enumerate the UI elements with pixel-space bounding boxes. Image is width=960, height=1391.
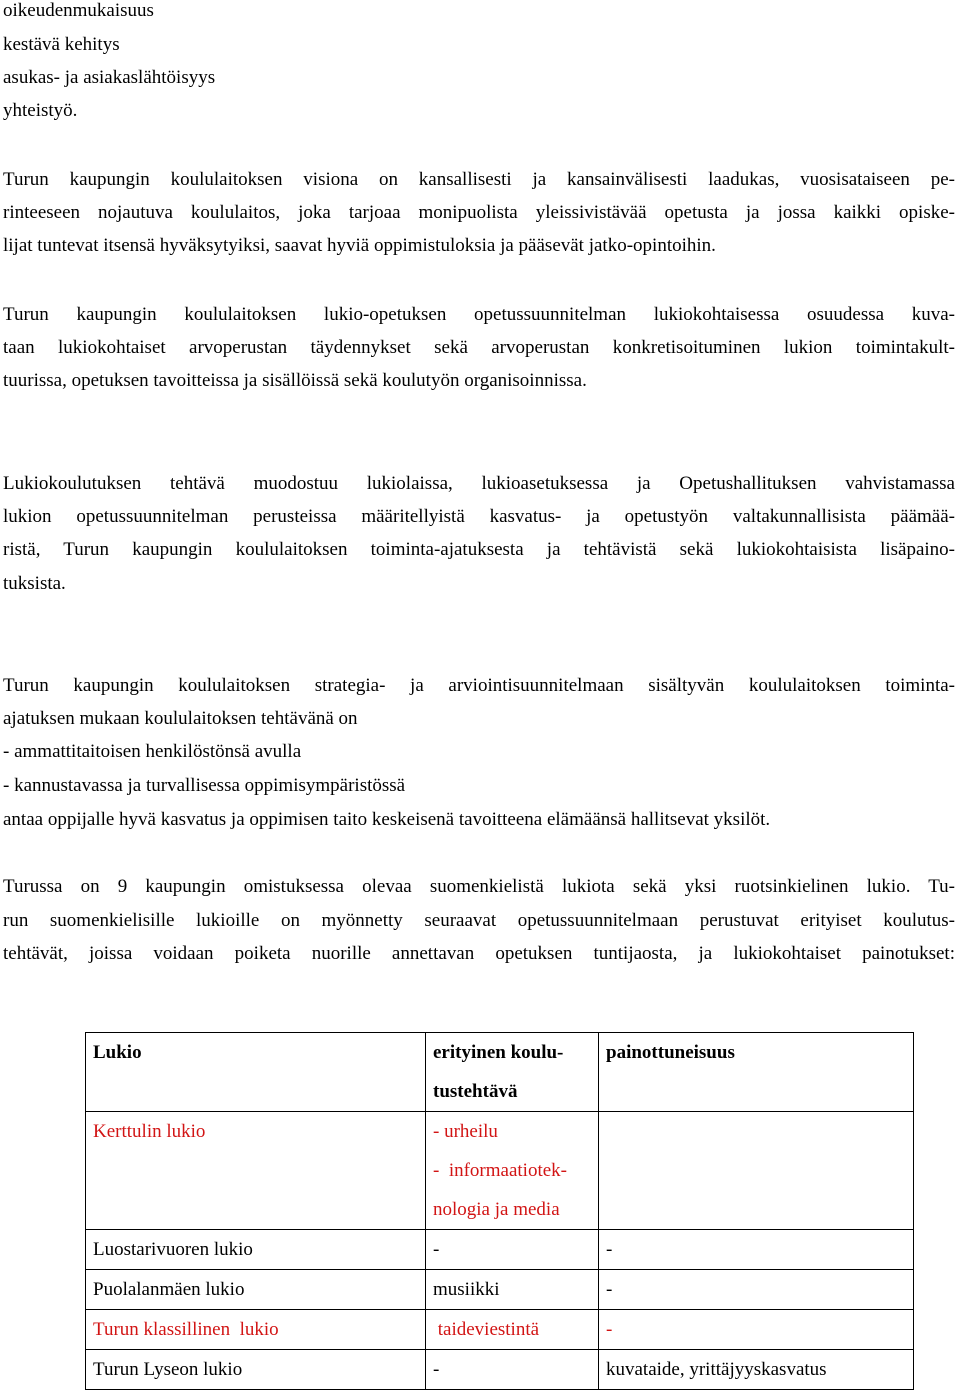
school-name: Puolalanmäen lukio <box>86 1270 426 1310</box>
task-paragraph-line: ristä, Turun kaupungin koululaitoksen toiminta-ajatuksesta ja tehtävistä sekä lukiokohtaisista lisäpaino- <box>3 539 955 560</box>
table-row <box>86 1230 914 1270</box>
schools-paragraph-line: tehtävät, joissa voidaan poiketa nuorille annettavan opetuksen tuntijaosta, ja lukiokohtaiset painotukset: <box>3 943 955 964</box>
school-name: Luostarivuoren lukio <box>86 1230 426 1270</box>
strategy-paragraph-line: ajatuksen mukaan koululaitoksen tehtävänä on <box>3 708 358 729</box>
school-name: Turun klassillinen lukio <box>86 1310 426 1350</box>
task-paragraph-line: tuksista. <box>3 573 66 594</box>
table-header-row <box>86 1033 914 1112</box>
emphasis: - <box>599 1310 914 1350</box>
task-paragraph-line: Lukiokoulutuksen tehtävä muodostuu lukiolaissa, lukioasetuksessa ja Opetushallituksen vahvistamassa <box>3 473 955 494</box>
school-name: Kerttulin lukio <box>86 1112 426 1230</box>
schools-paragraph-line: Turussa on 9 kaupungin omistuksessa olevaa suomenkielistä lukiota sekä yksi ruotsinkielinen lukio. Tu- <box>3 876 955 897</box>
special-task: - urheilu - informaatiotek- nologia ja media <box>426 1112 599 1230</box>
strategy-list-item: - ammattitaitoisen henkilöstönsä avulla <box>3 741 302 762</box>
emphasis: - <box>599 1270 914 1310</box>
emphasis: - <box>599 1230 914 1270</box>
emphasis <box>599 1112 914 1230</box>
value-list-item: yhteistyö. <box>3 100 78 121</box>
curriculum-paragraph-line: taan lukiokohtaiset arvoperustan täydennykset sekä arvoperustan konkretisoituminen lukion toimintakult- <box>3 337 955 358</box>
vision-paragraph-line: Turun kaupungin koululaitoksen visiona on kansallisesti ja kansainvälisesti laadukas, vuosisataiseen pe- <box>3 169 955 190</box>
table-row <box>86 1310 914 1350</box>
header-special-task: erityinen koulu- tustehtävä <box>426 1033 599 1112</box>
special-task: - <box>426 1350 599 1390</box>
value-list-item: oikeudenmukaisuus <box>3 0 154 21</box>
value-list-item: asukas- ja asiakaslähtöisyys <box>3 67 216 88</box>
header-emphasis: painottuneisuus <box>599 1033 914 1112</box>
emphasis: kuvataide, yrittäjyyskasvatus <box>599 1350 914 1390</box>
schools-paragraph-line: run suomenkielisille lukioille on myönnetty seuraavat opetussuunnitelmaan perustuvat erityiset koulutus- <box>3 910 955 931</box>
strategy-list-item: - kannustavassa ja turvallisessa oppimisympäristössä <box>3 775 406 796</box>
school-name: Turun Lyseon lukio <box>86 1350 426 1390</box>
vision-paragraph-line: lijat tuntevat itsensä hyväksytyiksi, saavat hyviä oppimistuloksia ja pääsevät jatko-opintoihin. <box>3 235 716 256</box>
strategy-paragraph-line: antaa oppijalle hyvä kasvatus ja oppimisen taito keskeisenä tavoitteena elämäänsä hallitsevat yksilöt. <box>3 809 771 830</box>
table-row <box>86 1112 914 1230</box>
value-list-item: kestävä kehitys <box>3 34 120 55</box>
table-row <box>86 1350 914 1390</box>
special-task: taideviestintä <box>426 1310 599 1350</box>
strategy-paragraph-line: Turun kaupungin koululaitoksen strategia- ja arviointisuunnitelmaan sisältyvän koululaitoksen toiminta- <box>3 675 955 696</box>
curriculum-paragraph-line: Turun kaupungin koululaitoksen lukio-opetuksen opetussuunnitelman lukiokohtaisessa osuudessa kuva- <box>3 304 955 325</box>
curriculum-paragraph-line: tuurissa, opetuksen tavoitteissa ja sisällöissä sekä koulutyön organisoinnissa. <box>3 370 587 391</box>
task-paragraph-line: lukion opetussuunnitelman perusteissa määritellyistä kasvatus- ja opetustyön valtakunnallisista päämää- <box>3 506 955 527</box>
vision-paragraph-line: rinteeseen nojautuva koululaitos, joka tarjoaa monipuolista yleissivistävää opetusta ja jossa kaikki opiske- <box>3 202 955 223</box>
school-table <box>85 1032 914 1390</box>
special-task: - <box>426 1230 599 1270</box>
table-row <box>86 1270 914 1310</box>
special-task: musiikki <box>426 1270 599 1310</box>
header-school: Lukio <box>86 1033 426 1112</box>
